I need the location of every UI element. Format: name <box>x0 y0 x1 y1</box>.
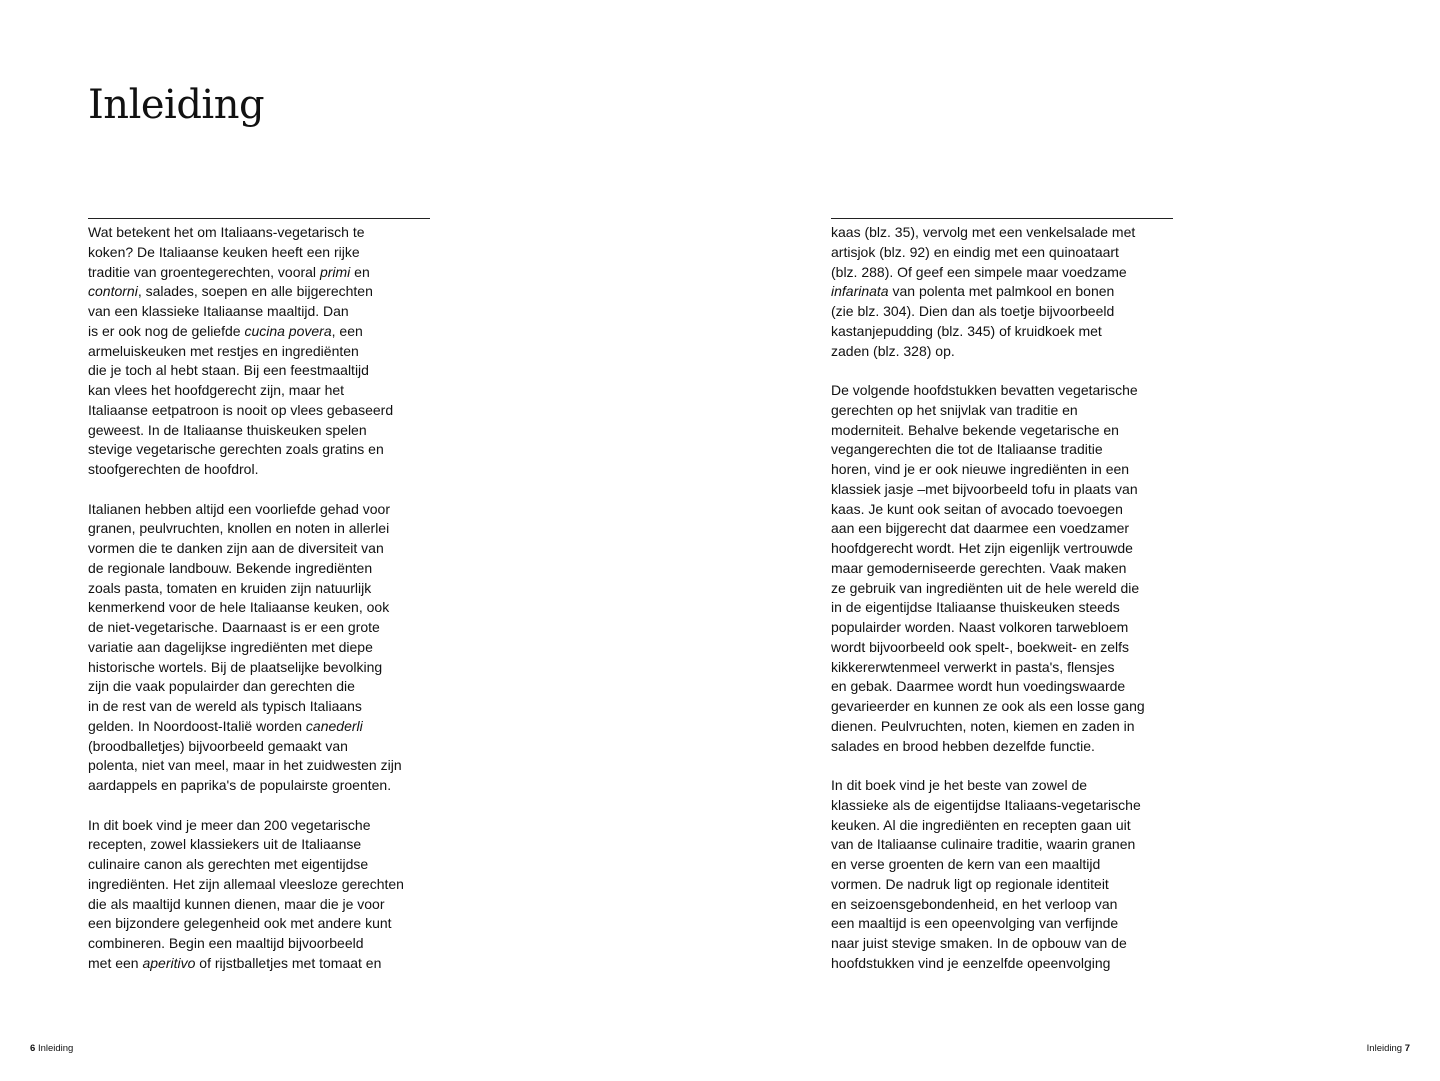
text-line <box>831 460 1173 480</box>
text-run: en gebak. Daarmee wordt hun voedingswaarde <box>831 678 1126 695</box>
text-line <box>88 223 430 243</box>
text-line <box>831 598 1173 618</box>
text-line <box>831 519 1173 539</box>
italic-term: contorni <box>88 283 138 300</box>
text-line <box>831 717 1173 737</box>
text-run: , een <box>331 322 363 339</box>
text-line <box>88 579 430 599</box>
text-run: die als maaltijd kunnen dienen, maar die je voor <box>88 895 385 912</box>
text-line <box>831 737 1173 757</box>
text-line <box>88 677 430 697</box>
text-line <box>831 342 1173 362</box>
text-run: maar gemoderniseerde gerechten. Vaak maken <box>831 559 1127 576</box>
text-line <box>88 519 430 539</box>
text-run: geweest. In de Italiaanse thuiskeuken spelen <box>88 421 367 438</box>
text-line <box>88 914 430 934</box>
text-run: zoals pasta, tomaten en kruiden zijn natuurlijk <box>88 579 372 596</box>
text-line <box>88 737 430 757</box>
text-run: salades en brood hebben dezelfde functie. <box>831 737 1095 754</box>
text-run: hoofdgerecht wordt. Het zijn eigenlijk vertrouwde <box>831 540 1133 556</box>
text-run: kan vlees het hoofdgerecht zijn, maar het <box>88 382 345 398</box>
left-page-number: 6 <box>30 1043 36 1054</box>
text-line <box>831 401 1173 421</box>
right-page-number: 7 <box>1404 1043 1410 1054</box>
text-line <box>831 875 1173 895</box>
text-run: klassieke als de eigentijdse Italiaans-vegetarische <box>831 796 1141 813</box>
text-line <box>831 421 1173 441</box>
text-line <box>88 954 430 974</box>
text-line <box>831 480 1173 500</box>
text-run: van de Italiaanse culinaire traditie, waarin granen <box>831 836 1136 853</box>
text-line <box>831 500 1173 520</box>
text-run: koken? De Italiaanse keuken heeft een rijke <box>88 243 360 260</box>
text-run: kenmerkend voor de hele Italiaanse keuken, ook <box>88 599 390 616</box>
text-line <box>831 539 1173 559</box>
text-run: de regionale landbouw. Bekende ingrediënten <box>88 559 373 576</box>
text-run: in de eigentijdse Italiaanse thuiskeuken steeds <box>831 599 1120 616</box>
text-line <box>831 835 1173 855</box>
text-line <box>831 855 1173 875</box>
text-run: aardappels en paprika's de populairste groenten. <box>88 777 392 793</box>
text-run: De volgende hoofdstukken bevatten vegetarische <box>831 382 1138 398</box>
text-run: wordt bijvoorbeeld ook spelt-, boekweit- en zelfs <box>831 638 1130 655</box>
text-run: historische wortels. Bij de plaatselijke bevolking <box>88 658 383 675</box>
text-run: horen, vind je er ook nieuwe ingrediënten in een <box>831 461 1130 477</box>
text-run: en seizoensgebondenheid, en het verloop van <box>831 895 1118 912</box>
text-line <box>88 559 430 579</box>
text-line <box>88 302 430 322</box>
left-column-rule <box>88 218 430 219</box>
text-run: ingrediënten. Het zijn allemaal vleesloze gerechten <box>88 875 404 892</box>
text-run: aan een bijgerecht dat daarmee een voedzamer <box>831 520 1130 537</box>
text-line <box>88 618 430 638</box>
text-run: de niet-vegetarische. Daarnaast is er een grote <box>88 619 380 635</box>
paragraph-break <box>831 361 1173 381</box>
left-running-title: Inleiding <box>37 1043 74 1054</box>
text-line <box>831 243 1173 263</box>
text-run: vormen. De nadruk ligt op regionale identiteit <box>831 875 1109 892</box>
text-run: is er ook nog de geliefde <box>88 322 245 339</box>
right-page-footer <box>1367 1043 1410 1055</box>
text-line <box>88 263 430 283</box>
text-line <box>831 658 1173 678</box>
text-line <box>88 500 430 520</box>
text-line <box>831 954 1173 974</box>
paragraph-break <box>88 796 430 816</box>
text-run: vegangerechten die tot de Italiaanse traditie <box>831 441 1103 458</box>
text-line <box>88 243 430 263</box>
text-line <box>88 697 430 717</box>
text-run: artisjok (blz. 92) en eindig met een quinoataart <box>831 243 1119 260</box>
text-run: hoofdstukken vind je eenzelfde opeenvolging <box>831 954 1111 971</box>
text-run: gelden. In Noordoost-Italië worden <box>88 717 306 734</box>
text-run: (zie blz. 304). Dien dan als toetje bijvoorbeeld <box>831 303 1115 319</box>
text-line <box>88 381 430 401</box>
text-run: gerechten op het snijvlak van traditie en <box>831 401 1078 418</box>
italic-term: cucina povera <box>244 322 332 339</box>
text-run: en verse groenten de kern van een maaltijd <box>831 856 1101 872</box>
text-run: In dit boek vind je het beste van zowel de <box>831 777 1088 793</box>
text-line <box>831 638 1173 658</box>
text-line <box>831 381 1173 401</box>
text-line <box>831 618 1173 638</box>
text-line <box>88 875 430 895</box>
text-run: Wat betekent het om Italiaans-vegetarisch te <box>88 224 365 240</box>
text-line <box>88 421 430 441</box>
text-run: naar juist stevige smaken. In de opbouw van de <box>831 935 1127 951</box>
text-line <box>831 440 1173 460</box>
text-line <box>88 717 430 737</box>
text-line <box>831 677 1173 697</box>
text-line <box>88 539 430 559</box>
paragraph-break <box>88 480 430 500</box>
text-line <box>88 756 430 776</box>
text-line <box>831 934 1173 954</box>
text-line <box>831 223 1173 243</box>
text-line <box>831 559 1173 579</box>
text-line <box>88 776 430 796</box>
text-run: van polenta met palmkool en bonen <box>888 283 1115 300</box>
right-column-rule <box>831 218 1173 219</box>
text-line <box>88 440 430 460</box>
text-run: kaas. Je kunt ook seitan of avocado toevoegen <box>831 500 1123 517</box>
right-running-title: Inleiding <box>1366 1043 1403 1054</box>
text-line <box>88 460 430 480</box>
text-line <box>88 322 430 342</box>
text-line <box>88 342 430 362</box>
text-run: een bijzondere gelegenheid ook met andere kunt <box>88 915 392 932</box>
text-run: moderniteit. Behalve bekende vegetarische en <box>831 421 1119 438</box>
text-run: kastanjepudding (blz. 345) of kruidkoek met <box>831 322 1102 339</box>
text-line <box>88 855 430 875</box>
text-line <box>831 263 1173 283</box>
text-line <box>88 361 430 381</box>
italic-term: aperitivo <box>142 954 196 971</box>
text-run: , salades, soepen en alle bijgerechten <box>137 283 373 300</box>
text-run: Italiaanse eetpatroon is nooit op vlees gebaseerd <box>88 401 394 418</box>
text-run: combineren. Begin een maaltijd bijvoorbeeld <box>88 935 364 951</box>
text-line <box>88 401 430 421</box>
text-run: armeluiskeuken met restjes en ingrediënten <box>88 342 359 359</box>
text-line <box>88 816 430 836</box>
right-column-body <box>831 223 1173 974</box>
italic-term: primi <box>319 263 351 280</box>
text-run: vormen die te danken zijn aan de diversiteit van <box>88 540 384 556</box>
text-line <box>88 638 430 658</box>
text-line <box>831 282 1173 302</box>
text-run: (broodballetjes) bijvoorbeeld gemaakt van <box>88 737 348 754</box>
text-line <box>831 322 1173 342</box>
text-run: stevige vegetarische gerechten zoals gratins en <box>88 441 384 458</box>
text-run: met een <box>88 954 143 971</box>
text-run: culinaire canon als gerechten met eigentijdse <box>88 856 369 872</box>
right-text-column <box>831 218 1173 974</box>
text-run: of rijstballetjes met tomaat en <box>195 954 382 971</box>
paragraph-break <box>831 756 1173 776</box>
text-run: van een klassieke Italiaanse maaltijd. Dan <box>88 303 349 319</box>
text-run: die je toch al hebt staan. Bij een feestmaaltijd <box>88 362 369 379</box>
text-run: zaden (blz. 328) op. <box>831 342 955 359</box>
text-run: recepten, zowel klassiekers uit de Italiaanse <box>88 836 362 853</box>
text-run: polenta, niet van meel, maar in het zuidwesten zijn <box>88 757 402 774</box>
text-line <box>88 934 430 954</box>
text-line <box>88 598 430 618</box>
text-line <box>831 579 1173 599</box>
text-line <box>831 776 1173 796</box>
text-run: stoofgerechten de hoofdrol. <box>88 461 259 477</box>
text-run: een maaltijd is een opeenvolging van verfijnde <box>831 915 1119 932</box>
text-run: ze gebruik van ingrediënten uit de hele wereld die <box>831 579 1140 596</box>
left-column-body <box>88 223 430 974</box>
text-run: traditie van groentegerechten, vooral <box>88 263 320 280</box>
italic-term: infarinata <box>831 283 889 300</box>
text-line <box>831 302 1173 322</box>
text-run: gevarieerder en kunnen ze ook als een losse gang <box>831 698 1145 714</box>
text-line <box>831 895 1173 915</box>
text-run: granen, peulvruchten, knollen en noten in allerlei <box>88 520 390 537</box>
text-line <box>831 697 1173 717</box>
text-run: kaas (blz. 35), vervolg met een venkelsalade met <box>831 224 1136 240</box>
text-run: (blz. 288). Of geef een simpele maar voedzame <box>831 263 1127 280</box>
text-line <box>831 796 1173 816</box>
text-line <box>831 816 1173 836</box>
italic-term: canederli <box>305 717 363 734</box>
text-line <box>88 835 430 855</box>
text-run: In dit boek vind je meer dan 200 vegetarische <box>88 816 371 833</box>
text-line <box>88 658 430 678</box>
text-run: in de rest van de wereld als typisch Italiaans <box>88 698 362 714</box>
text-run: klassiek jasje –met bijvoorbeeld tofu in plaats van <box>831 480 1138 497</box>
text-run: populairder worden. Naast volkoren tarwebloem <box>831 619 1129 635</box>
text-run: keuken. Al die ingrediënten en recepten gaan uit <box>831 816 1131 833</box>
text-run: en <box>350 263 370 280</box>
text-line <box>88 895 430 915</box>
text-run: Italianen hebben altijd een voorliefde gehad voor <box>88 500 391 517</box>
text-line <box>831 914 1173 934</box>
page-title: Inleiding <box>88 82 265 128</box>
text-run: kikkererwtenmeel verwerkt in pasta's, flensjes <box>831 658 1115 675</box>
text-run: zijn die vaak populairder dan gerechten die <box>88 678 355 695</box>
text-line <box>88 282 430 302</box>
text-run: variatie aan dagelijkse ingrediënten met diepe <box>88 638 373 655</box>
text-run: dienen. Peulvruchten, noten, kiemen en zaden in <box>831 717 1135 734</box>
left-text-column <box>88 218 430 974</box>
left-page-footer <box>30 1043 73 1055</box>
